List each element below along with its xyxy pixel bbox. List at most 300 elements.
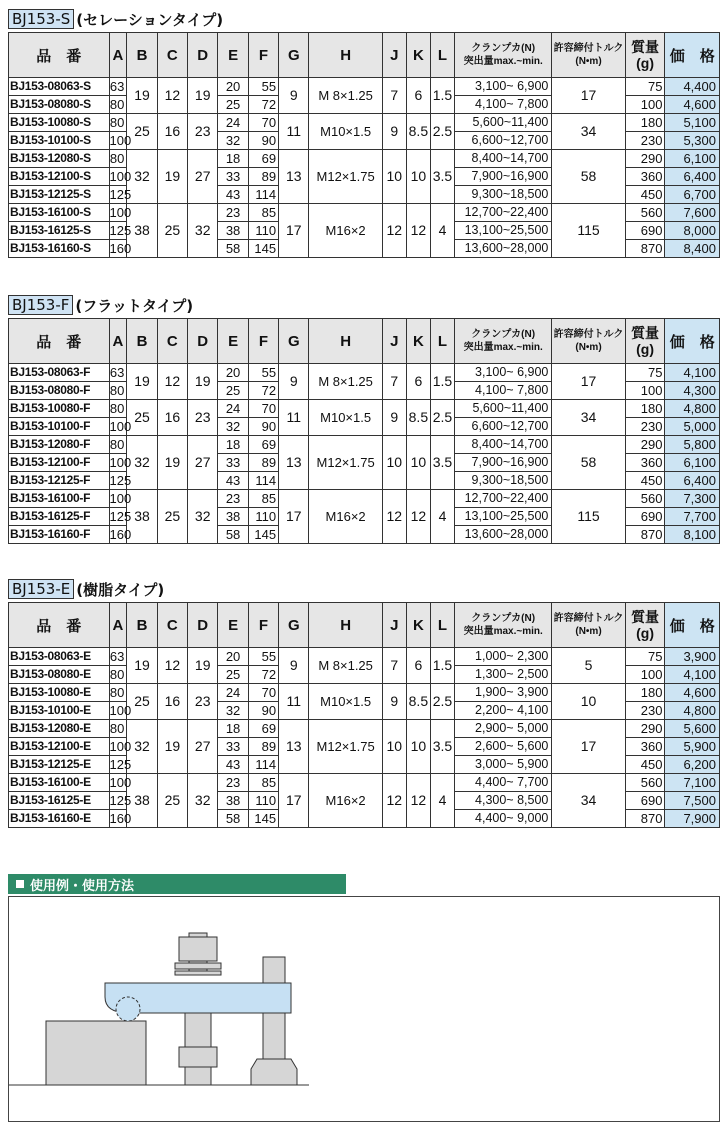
cell-j: 9 [382,684,406,720]
cell-price: 7,900 [665,810,720,828]
cell-k: 12 [406,774,430,828]
cell-clamp-force: 13,600~28,000 [455,526,552,544]
cell-c: 12 [157,648,187,684]
cell-a: 80 [109,114,127,132]
cell-clamp-force: 9,300~18,500 [455,472,552,490]
cell-g: 17 [279,204,309,258]
cell-f: 145 [248,810,278,828]
header-price: 価 格 [665,319,720,364]
cell-h: M16×2 [309,774,382,828]
part-number: BJ153-16125-E [9,792,110,810]
cell-k: 8.5 [406,400,430,436]
header-col-a: A [109,33,127,78]
cell-d: 23 [188,114,218,150]
cell-d: 23 [188,684,218,720]
cell-f: 90 [248,702,278,720]
cell-c: 25 [157,204,187,258]
cell-e: 18 [218,720,248,738]
cell-b: 25 [127,400,157,436]
cell-price: 6,400 [665,472,720,490]
cell-torque: 17 [552,364,625,400]
section-subtitle: (樹脂タイプ) [76,580,165,599]
cell-b: 25 [127,114,157,150]
header-row [9,603,720,648]
cell-mass: 560 [625,490,665,508]
cell-f: 72 [248,666,278,684]
cell-f: 145 [248,240,278,258]
section-title-serration [8,8,223,30]
header-part: 品 番 [9,319,110,364]
cell-e: 23 [218,490,248,508]
cell-h: M10×1.5 [309,400,382,436]
cell-mass: 180 [625,400,665,418]
cell-mass: 450 [625,472,665,490]
cell-l: 3.5 [430,720,454,774]
cell-l: 2.5 [430,400,454,436]
cell-b: 25 [127,684,157,720]
part-number: BJ153-08063-S [9,78,110,96]
cell-mass: 360 [625,454,665,472]
cell-g: 9 [279,648,309,684]
spec-table-flat [8,318,720,544]
header-clamp-line2: 突出量max.~min. [463,342,543,353]
header-mass-line2: (g) [636,341,654,357]
part-number: BJ153-10100-E [9,702,110,720]
cell-j: 12 [382,774,406,828]
cell-e: 38 [218,222,248,240]
cell-e: 43 [218,186,248,204]
cell-price: 6,400 [665,168,720,186]
cell-f: 110 [248,508,278,526]
cell-f: 114 [248,756,278,774]
cell-g: 9 [279,364,309,400]
cell-j: 10 [382,436,406,490]
cell-price: 7,100 [665,774,720,792]
header-col-h: H [309,33,382,78]
header-col-k: K [406,33,430,78]
cell-c: 19 [157,720,187,774]
cell-j: 7 [382,364,406,400]
cell-torque: 17 [552,78,625,114]
cell-f: 69 [248,720,278,738]
cell-f: 114 [248,186,278,204]
cell-f: 114 [248,472,278,490]
header-col-b: B [127,603,157,648]
cell-k: 6 [406,648,430,684]
header-col-l: L [430,319,454,364]
cell-a: 80 [109,382,127,400]
header-clamp-line1: クランプカ(N) [471,43,536,54]
cell-j: 12 [382,490,406,544]
cell-clamp-force: 5,600~11,400 [455,114,552,132]
cell-k: 12 [406,204,430,258]
header-torque-line1: 許容締付トルク [553,43,624,54]
cell-mass: 230 [625,418,665,436]
cell-a: 100 [109,491,132,506]
header-clamp-line2: 突出量max.~min. [463,626,543,637]
part-number: BJ153-16125-F [9,508,110,526]
part-number: BJ153-12080-S [9,150,110,168]
cell-h: M10×1.5 [309,114,382,150]
cell-g: 9 [279,78,309,114]
header-col-f: F [248,33,278,78]
cell-l: 2.5 [430,684,454,720]
cell-f: 70 [248,400,278,418]
header-clamp-force [455,603,552,648]
upper-nut [179,937,217,961]
cell-e: 58 [218,240,248,258]
usage-illustration-frame [8,896,720,1122]
cell-b: 32 [127,150,157,204]
header-col-j: J [382,33,406,78]
header-col-g: G [279,319,309,364]
table-row [9,720,720,738]
header-col-h: H [309,319,382,364]
cell-price: 8,100 [665,526,720,544]
cell-price: 5,800 [665,436,720,454]
cell-k: 6 [406,78,430,114]
cell-torque: 58 [552,150,625,204]
cell-e: 32 [218,418,248,436]
cell-j: 9 [382,114,406,150]
cell-e: 38 [218,508,248,526]
cell-l: 4 [430,490,454,544]
cell-clamp-force: 4,300~ 8,500 [455,792,552,810]
cell-price: 7,600 [665,204,720,222]
cell-k: 8.5 [406,684,430,720]
header-price: 価 格 [665,603,720,648]
header-col-j: J [382,319,406,364]
part-number: BJ153-16125-S [9,222,110,240]
cell-c: 19 [157,150,187,204]
cell-d: 27 [188,436,218,490]
header-clamp-line2: 突出量max.~min. [463,56,543,67]
cell-mass: 100 [625,96,665,114]
cell-h: M16×2 [309,490,382,544]
cell-a: 160 [109,527,132,542]
cell-mass: 180 [625,114,665,132]
cell-clamp-force: 6,600~12,700 [455,418,552,436]
cell-mass: 100 [625,666,665,684]
section-code: BJ153-E [8,579,74,599]
cell-e: 24 [218,400,248,418]
cell-price: 3,900 [665,648,720,666]
cell-clamp-force: 7,900~16,900 [455,454,552,472]
part-number: BJ153-16100-E [9,774,110,792]
cell-price: 5,100 [665,114,720,132]
cell-f: 55 [248,364,278,382]
cell-a: 125 [109,187,132,202]
cell-price: 5,900 [665,738,720,756]
cell-c: 19 [157,436,187,490]
cell-price: 6,700 [665,186,720,204]
cell-a: 80 [109,720,127,738]
header-col-g: G [279,33,309,78]
pivot-circle [116,997,140,1021]
cell-clamp-force: 12,700~22,400 [455,490,552,508]
spec-table-serration [8,32,720,258]
usage-label: 使用例・使用方法 [30,878,135,894]
cell-torque: 10 [552,684,625,720]
workpiece-block [46,1021,146,1085]
cell-k: 10 [406,436,430,490]
section-title-resin [8,578,164,600]
cell-b: 38 [127,774,157,828]
header-mass [625,33,665,78]
cell-d: 19 [188,648,218,684]
cell-f: 72 [248,382,278,400]
part-number: BJ153-12125-F [9,472,110,490]
cell-clamp-force: 4,400~ 7,700 [455,774,552,792]
header-torque-line2: (N•m) [575,56,602,67]
cell-mass: 230 [625,132,665,150]
section-subtitle: (フラットタイプ) [75,296,194,315]
cell-clamp-force: 1,900~ 3,900 [455,684,552,702]
adjuster-top [263,957,285,983]
cell-k: 6 [406,364,430,400]
cell-j: 12 [382,204,406,258]
cell-e: 58 [218,810,248,828]
cell-e: 23 [218,204,248,222]
cell-g: 11 [279,684,309,720]
cell-mass: 450 [625,756,665,774]
cell-l: 4 [430,204,454,258]
cell-d: 27 [188,720,218,774]
cell-c: 12 [157,78,187,114]
cell-g: 11 [279,114,309,150]
cell-mass: 75 [625,78,665,96]
cell-f: 89 [248,168,278,186]
cell-h: M10×1.5 [309,684,382,720]
cell-e: 25 [218,96,248,114]
lower-nut [179,1047,217,1067]
cell-a: 100 [109,419,132,434]
cell-l: 1.5 [430,364,454,400]
part-number: BJ153-16160-E [9,810,110,828]
cell-a: 80 [109,400,127,418]
cell-c: 16 [157,114,187,150]
cell-f: 85 [248,774,278,792]
cell-clamp-force: 12,700~22,400 [455,204,552,222]
table-row [9,774,720,792]
header-mass-line1: 質量 [631,609,660,625]
header-torque [552,33,625,78]
cell-f: 90 [248,418,278,436]
cell-a: 100 [109,169,132,184]
part-number: BJ153-08080-S [9,96,110,114]
cell-d: 27 [188,150,218,204]
cell-a: 100 [109,455,132,470]
cell-clamp-force: 3,100~ 6,900 [455,364,552,382]
header-row [9,319,720,364]
usage-header [8,874,346,894]
header-col-d: D [188,603,218,648]
cell-a: 80 [109,96,127,114]
cell-f: 110 [248,792,278,810]
header-part: 品 番 [9,33,110,78]
cell-e: 33 [218,738,248,756]
cell-a: 100 [109,775,132,790]
part-number: BJ153-08063-F [9,364,110,382]
cell-clamp-force: 3,100~ 6,900 [455,78,552,96]
table-row [9,114,720,132]
adjuster-base [251,1059,297,1085]
cell-b: 19 [127,648,157,684]
cell-price: 7,500 [665,792,720,810]
cell-a: 125 [109,509,132,524]
cell-price: 4,400 [665,78,720,96]
cell-price: 8,000 [665,222,720,240]
cell-l: 1.5 [430,78,454,114]
cell-e: 18 [218,436,248,454]
cell-e: 24 [218,684,248,702]
cell-e: 33 [218,454,248,472]
cell-clamp-force: 5,600~11,400 [455,400,552,418]
cell-price: 5,600 [665,720,720,738]
header-col-b: B [127,33,157,78]
cell-l: 4 [430,774,454,828]
cell-torque: 34 [552,400,625,436]
cell-price: 4,100 [665,364,720,382]
cell-a: 125 [109,757,132,772]
header-part: 品 番 [9,603,110,648]
cell-e: 43 [218,756,248,774]
cell-f: 69 [248,436,278,454]
cell-k: 10 [406,720,430,774]
header-col-l: L [430,33,454,78]
header-col-b: B [127,319,157,364]
cell-e: 23 [218,774,248,792]
cell-b: 32 [127,720,157,774]
header-torque-line2: (N•m) [575,342,602,353]
header-col-e: E [218,33,248,78]
cell-d: 32 [188,774,218,828]
header-col-h: H [309,603,382,648]
cell-h: M 8×1.25 [309,78,382,114]
cell-mass: 290 [625,720,665,738]
cell-clamp-force: 7,900~16,900 [455,168,552,186]
cell-f: 72 [248,96,278,114]
cell-clamp-force: 3,000~ 5,900 [455,756,552,774]
cell-e: 24 [218,114,248,132]
cell-price: 4,600 [665,96,720,114]
header-col-c: C [157,603,187,648]
table-row [9,400,720,418]
cell-torque: 58 [552,436,625,490]
header-col-l: L [430,603,454,648]
header-col-e: E [218,603,248,648]
header-col-k: K [406,603,430,648]
header-col-f: F [248,603,278,648]
cell-f: 90 [248,132,278,150]
part-number: BJ153-12080-F [9,436,110,454]
cell-price: 4,800 [665,702,720,720]
cell-clamp-force: 8,400~14,700 [455,150,552,168]
header-torque-line2: (N•m) [575,626,602,637]
cell-price: 4,800 [665,400,720,418]
cell-e: 38 [218,792,248,810]
header-mass [625,319,665,364]
cell-e: 32 [218,702,248,720]
cell-mass: 75 [625,364,665,382]
cell-e: 32 [218,132,248,150]
part-number: BJ153-08063-E [9,648,110,666]
cell-h: M12×1.75 [309,720,382,774]
cell-e: 25 [218,666,248,684]
part-number: BJ153-08080-E [9,666,110,684]
cell-mass: 290 [625,150,665,168]
cell-e: 20 [218,78,248,96]
header-clamp-force [455,319,552,364]
cell-d: 23 [188,400,218,436]
cell-torque: 115 [552,490,625,544]
header-mass-line2: (g) [636,55,654,71]
cell-f: 85 [248,490,278,508]
header-col-g: G [279,603,309,648]
cell-j: 7 [382,648,406,684]
part-number: BJ153-10100-S [9,132,110,150]
cell-c: 16 [157,400,187,436]
table-row [9,648,720,666]
spec-table-resin [8,602,720,828]
square-bullet-icon [16,880,24,888]
part-number: BJ153-12100-F [9,454,110,472]
header-torque [552,603,625,648]
table-row [9,436,720,454]
adjuster-screw [263,1013,285,1059]
header-col-d: D [188,319,218,364]
section-code: BJ153-F [8,295,73,315]
cell-a: 100 [109,205,132,220]
header-col-d: D [188,33,218,78]
cell-mass: 870 [625,810,665,828]
cell-e: 43 [218,472,248,490]
cell-torque: 34 [552,114,625,150]
cell-mass: 690 [625,792,665,810]
section-code: BJ153-S [8,9,74,29]
header-clamp-force [455,33,552,78]
header-clamp-line1: クランプカ(N) [471,329,536,340]
header-col-k: K [406,319,430,364]
cell-f: 70 [248,114,278,132]
cell-clamp-force: 9,300~18,500 [455,186,552,204]
cell-mass: 450 [625,186,665,204]
cell-a: 100 [109,133,132,148]
section-title-flat [8,294,193,316]
header-col-a: A [109,319,127,364]
cell-e: 33 [218,168,248,186]
part-number: BJ153-12080-E [9,720,110,738]
cell-b: 38 [127,204,157,258]
cell-e: 20 [218,648,248,666]
cell-j: 10 [382,720,406,774]
cell-clamp-force: 1,300~ 2,500 [455,666,552,684]
cell-price: 5,000 [665,418,720,436]
cell-a: 125 [109,473,132,488]
cell-h: M16×2 [309,204,382,258]
cell-clamp-force: 2,200~ 4,100 [455,702,552,720]
cell-k: 10 [406,150,430,204]
header-torque-line1: 許容締付トルク [553,613,624,624]
cell-e: 20 [218,364,248,382]
cell-e: 18 [218,150,248,168]
cell-price: 8,400 [665,240,720,258]
cell-a: 100 [109,703,132,718]
cell-mass: 560 [625,204,665,222]
cell-mass: 290 [625,436,665,454]
cell-f: 89 [248,454,278,472]
cell-d: 19 [188,364,218,400]
